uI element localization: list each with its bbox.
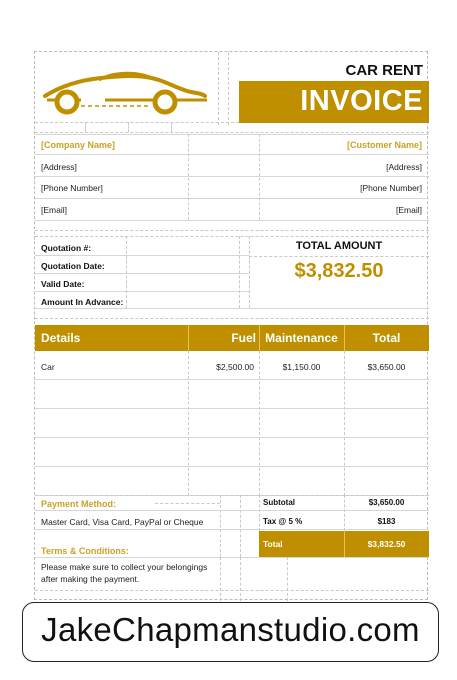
company-address[interactable]: [Address] [41,162,77,172]
divider [35,408,429,409]
grid-line [344,351,345,496]
grid-line [240,495,241,557]
column-header-fuel: Fuel [231,331,256,345]
grid-line [35,230,429,231]
payment-methods-text[interactable]: Master Card, Visa Card, PayPal or Cheque [41,517,204,527]
divider [35,291,249,292]
grand-total-label: Total [263,539,283,549]
quotation-number-label: Quotation #: [41,243,92,253]
quotation-date-label: Quotation Date: [41,261,105,271]
tax-value: $183 [377,517,396,526]
grid-line [35,590,429,591]
grid-line [259,351,260,496]
divider [35,176,429,177]
customer-phone[interactable]: [Phone Number] [360,183,422,193]
grid-line [85,122,86,132]
column-header-maintenance: Maintenance [265,331,338,345]
divider [35,220,429,221]
invoice-sheet [34,51,428,600]
grid-line [228,52,229,125]
table-cell-fuel[interactable]: $2,500.00 [216,362,254,372]
column-header-details: Details [41,331,81,345]
grid-line [35,495,429,496]
valid-date-label: Valid Date: [41,279,85,289]
grid-line [220,557,221,601]
customer-address[interactable]: [Address] [386,162,422,172]
customer-email[interactable]: [Email] [396,205,422,215]
items-table-header [35,325,429,351]
company-name[interactable]: [Company Name] [41,140,116,150]
grid-line [35,236,429,237]
grid-line [35,318,429,319]
divider [35,510,429,511]
divider [35,134,429,135]
divider [35,273,249,274]
car-logo-icon [41,70,211,116]
table-cell-maintenance[interactable]: $1,150.00 [282,362,321,372]
grid-line [259,134,260,220]
divider [35,198,429,199]
grid-line [155,503,220,504]
payment-method-label: Payment Method: [41,499,117,509]
grid-line [220,495,221,557]
amount-advance-label: Amount In Advance: [41,297,124,307]
divider [35,466,429,467]
title-invoice: INVOICE [300,85,423,117]
grid-line [35,122,239,123]
terms-label: Terms & Conditions: [41,546,129,556]
total-amount-label: TOTAL AMOUNT [295,240,383,252]
grid-line [188,351,189,496]
grid-line [128,122,129,132]
subtotal-value: $3,650.00 [368,498,405,507]
watermark-text: JakeChapmanstudio.com [41,611,420,648]
watermark-banner [22,602,439,662]
grid-line [171,122,172,132]
terms-line-1[interactable]: Please make sure to collect your belongings [41,562,208,572]
grid-line [249,256,429,257]
grand-total-row [259,531,429,557]
grid-line [240,557,241,601]
table-cell-details[interactable]: Car [41,362,55,372]
grid-line [35,132,429,133]
terms-line-2[interactable]: after making the payment. [41,574,140,584]
customer-name[interactable]: [Customer Name] [346,140,422,150]
divider [35,308,429,309]
grand-total-value: $3,832.50 [367,539,406,549]
grid-line [287,557,288,601]
table-cell-total[interactable]: $3,650.00 [367,362,406,372]
grid-line [188,134,189,220]
title-car-rent: CAR RENT [345,62,423,79]
grid-line [126,236,127,308]
divider [35,379,429,380]
company-phone[interactable]: [Phone Number] [41,183,103,193]
grid-line [239,236,240,308]
company-email[interactable]: [Email] [41,205,67,215]
tax-label: Tax @ 5 % [263,517,303,526]
divider [35,529,429,530]
grid-line [259,495,260,531]
grid-line [218,52,219,125]
column-header-total: Total [372,331,401,345]
total-amount-value: $3,832.50 [294,260,384,282]
divider [35,437,429,438]
subtotal-label: Subtotal [263,498,295,507]
divider [35,255,249,256]
divider [35,557,429,558]
invoice-banner [239,81,429,123]
divider [35,154,429,155]
